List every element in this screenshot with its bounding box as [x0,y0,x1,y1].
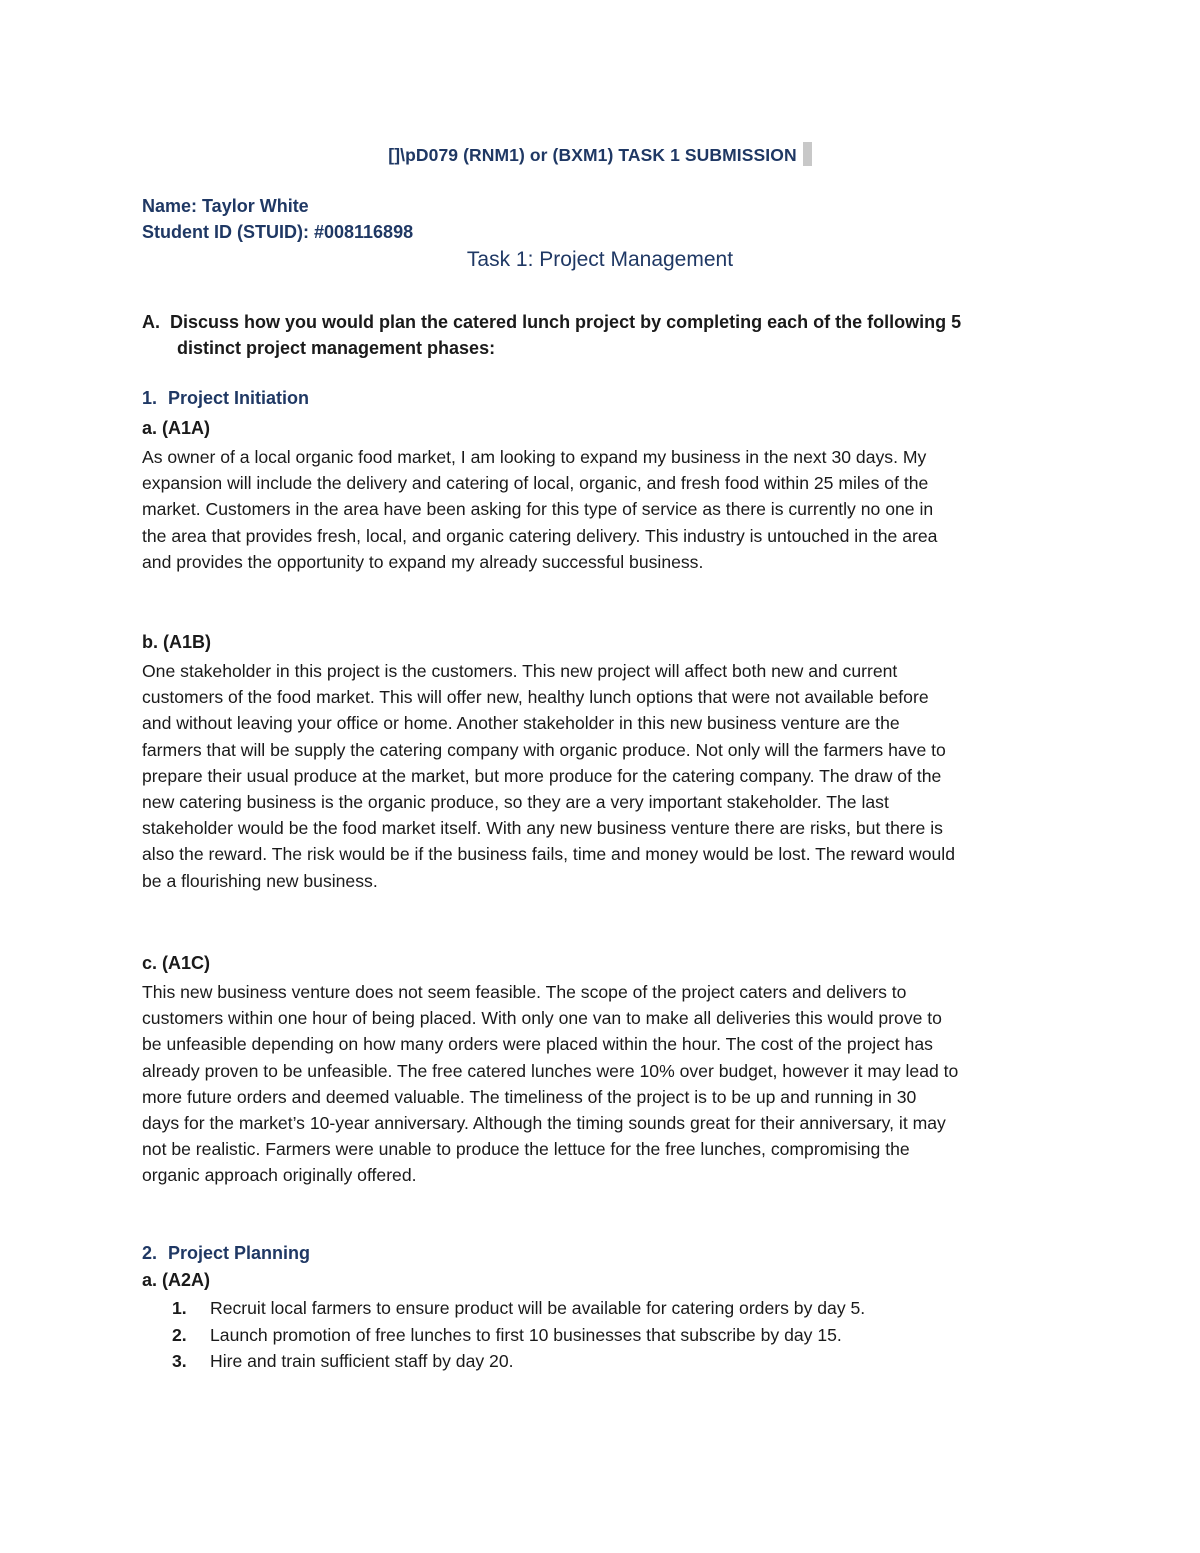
text-line: farmers that will be supply the catering company with organic produce. Not only will the farmers have to [142,739,946,760]
text-line: more future orders and deemed valuable. The timeliness of the project is to be up and running in 30 [142,1086,917,1107]
text-line: market. Customers in the area have been asking for this type of service as there is currently no one in [142,499,934,520]
question-letter: A. [142,312,160,332]
text-line: and without leaving your office or home. Another stakeholder in this new business venture are the [142,713,900,734]
submission-title-text: []\pD079 (RNM1) or (BXM1) TASK 1 SUBMISSION [388,145,797,165]
section-heading-planning [142,1243,310,1264]
paragraph-a1a [142,444,1062,575]
list-item [172,1295,1052,1322]
text-line: customers of the food market. This will offer new, healthy lunch options that were not available before [142,687,929,708]
text-line: be unfeasible depending on how many orders were placed within the hour. The cost of the project has [142,1034,933,1055]
text-line: days for the market’s 10-year anniversary. Although the timing sounds great for their anniversary, it may [142,1113,946,1134]
list-item-number: 2. [172,1324,187,1345]
text-line: be a flourishing new business. [142,870,378,891]
list-item [172,1322,1052,1349]
student-name: Name: Taylor White [142,196,309,216]
submission-title [0,142,1200,166]
list-item-text: Hire and train sufficient staff by day 20. [210,1351,514,1371]
paragraph-a1b [142,658,1062,894]
list-item-number: 1. [172,1298,187,1318]
list-item-number: 3. [172,1351,187,1371]
text-line: organic approach originally offered. [142,1165,417,1186]
text-line: One stakeholder in this project is the customers. This new project will affect both new and current [142,661,898,681]
section-heading-initiation [142,388,309,409]
text-line: prepare their usual produce at the market, but more produce for the catering company. The draw of the [142,765,942,786]
part-label-a2a: a. (A2A) [142,1270,211,1290]
part-label-a1c: c. (A1C) [142,953,211,973]
list-item-text: Launch promotion of free lunches to first 10 businesses that subscribe by day 15. [210,1324,842,1345]
planning-steps-list [172,1295,1052,1375]
question-a [142,309,1042,361]
text-line: already proven to be unfeasible. The free catered lunches were 10% over budget, however it may lead to [142,1060,959,1081]
text-line: new catering business is the organic produce, so they are a very important stakeholder. The last [142,792,889,813]
text-line: the area that provides fresh, local, and organic catering delivery. This industry is untouched in the area [142,525,938,546]
question-line-2: distinct project management phases: [177,338,496,358]
section-number: 1. [142,388,158,408]
student-id: Student ID (STUID): #008116898 [142,222,414,242]
paragraph-a1c [142,979,1062,1189]
text-line: This new business venture does not seem feasible. The scope of the project caters and delivers to [142,982,907,1002]
part-label-a1b: b. (A1B) [142,632,211,652]
section-title: Project Planning [168,1243,311,1263]
text-cursor-marker [803,142,812,166]
list-item [172,1348,1052,1375]
text-line: also the reward. The risk would be if the business fails, time and money would be lost. The reward would [142,844,955,865]
text-line: customers within one hour of being placed. With only one van to make all deliveries this would prove to [142,1008,942,1029]
task-title: Task 1: Project Management [466,248,734,271]
question-line-1: Discuss how you would plan the catered lunch project by completing each of the following 5 [170,312,962,332]
text-line: As owner of a local organic food market, I am looking to expand my business in the next 30 days. My [142,447,927,467]
section-number: 2. [142,1243,158,1263]
section-title: Project Initiation [168,388,310,408]
text-line: stakeholder would be the food market itself. With any new business venture there are risks, but there is [142,818,943,839]
text-line: expansion will include the delivery and catering of local, organic, and fresh food within 25 miles of the [142,473,929,494]
text-line: and provides the opportunity to expand my already successful business. [142,551,704,572]
list-item-text: Recruit local farmers to ensure product will be available for catering orders by day 5. [210,1298,866,1318]
part-label-a1a: a. (A1A) [142,418,211,438]
text-line: not be realistic. Farmers were unable to produce the lettuce for the free lunches, compromising the [142,1139,910,1160]
